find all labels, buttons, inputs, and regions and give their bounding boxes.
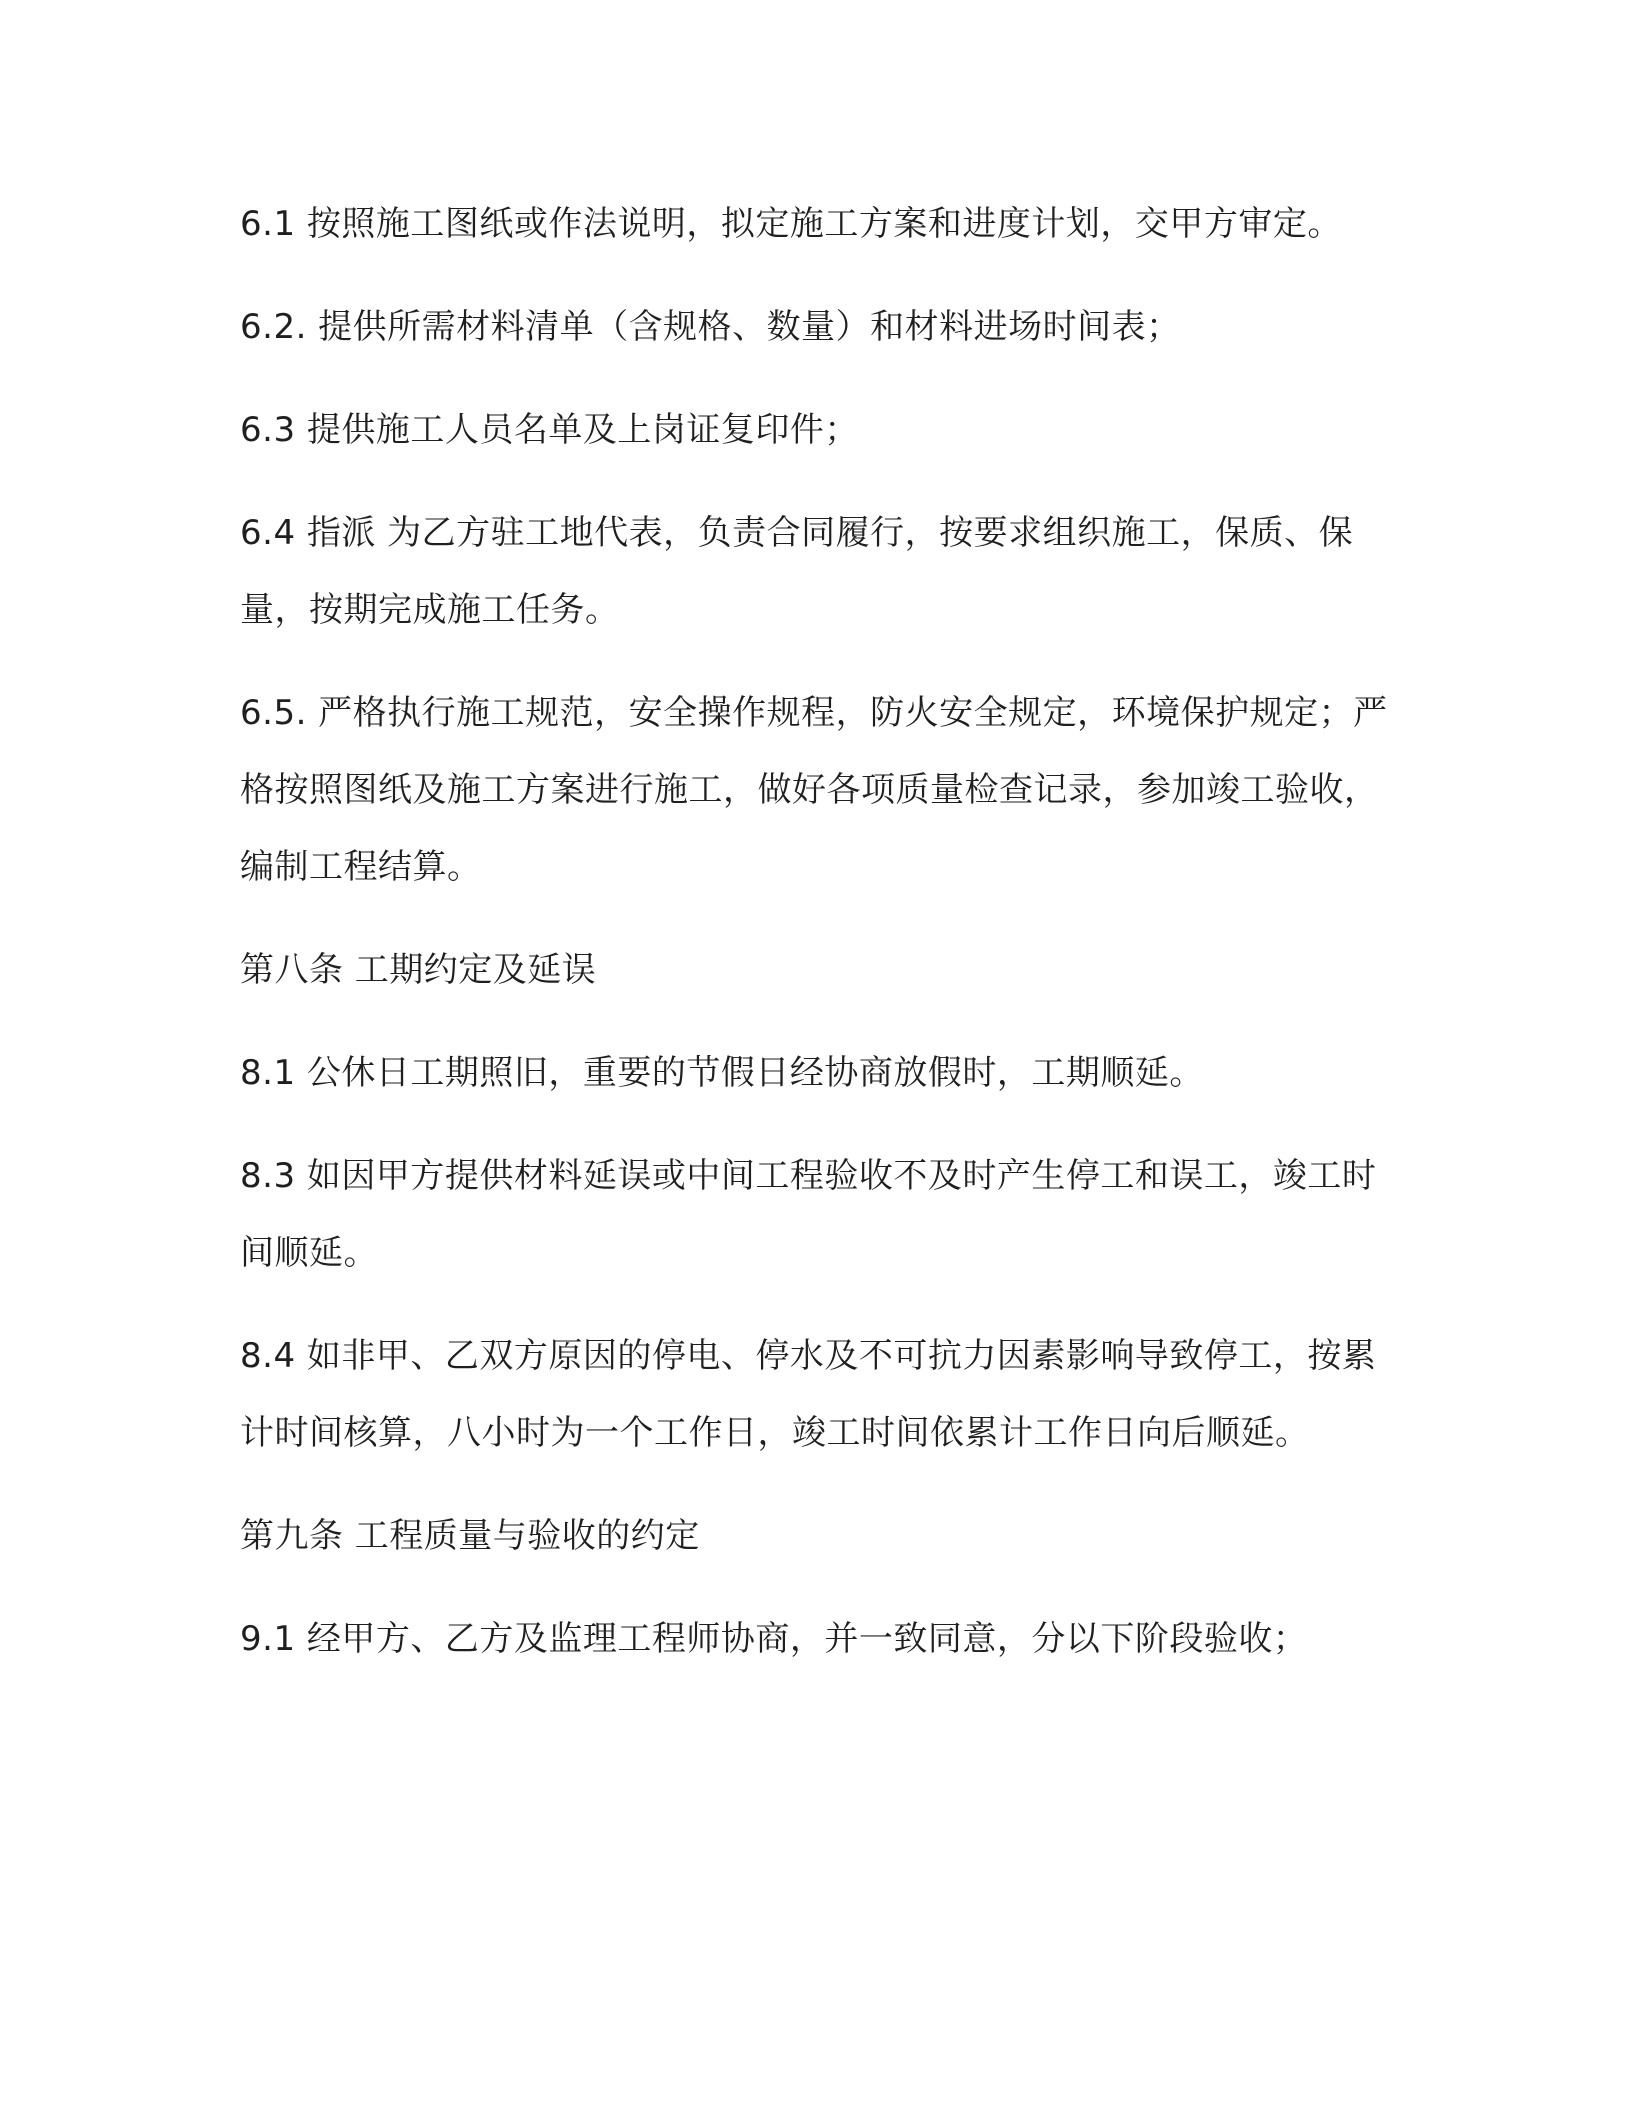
- clause-6-4: 6.4 指派 为乙方驻工地代表，负责合同履行，按要求组织施工，保质、保量，按期完成施工任务。: [240, 513, 1354, 630]
- clause-6-2: 6.2. 提供所需材料清单（含规格、数量）和材料进场时间表；: [240, 307, 1181, 347]
- clause-6-3: 6.3 提供施工人员名单及上岗证复印件；: [240, 410, 859, 450]
- clause-8-3: 8.3 如因甲方提供材料延误或中间工程验收不及时产生停工和误工，竣工时间顺延。: [240, 1156, 1377, 1273]
- article-8-heading: 第八条 工期约定及延误: [240, 950, 597, 990]
- article-9-heading: 第九条 工程质量与验收的约定: [240, 1516, 700, 1556]
- document-body: [240, 186, 1400, 1704]
- clause-8-1: 8.1 公休日工期照旧，重要的节假日经协商放假时，工期顺延。: [240, 1053, 1204, 1093]
- clause-9-1: 9.1 经甲方、乙方及监理工程师协商，并一致同意，分以下阶段验收；: [240, 1619, 1308, 1659]
- clause-8-4: 8.4 如非甲、乙双方原因的停电、停水及不可抗力因素影响导致停工，按累计时间核算，八小时为一个工作日，竣工时间依累计工作日向后顺延。: [240, 1336, 1377, 1453]
- clause-6-1: 6.1 按照施工图纸或作法说明，拟定施工方案和进度计划，交甲方审定。: [240, 204, 1342, 244]
- clause-6-5: 6.5. 严格执行施工规范，安全操作规程，防火安全规定，环境保护规定；严格按照图纸及施工方案进行施工，做好各项质量检查记录，参加竣工验收，编制工程结算。: [240, 693, 1388, 887]
